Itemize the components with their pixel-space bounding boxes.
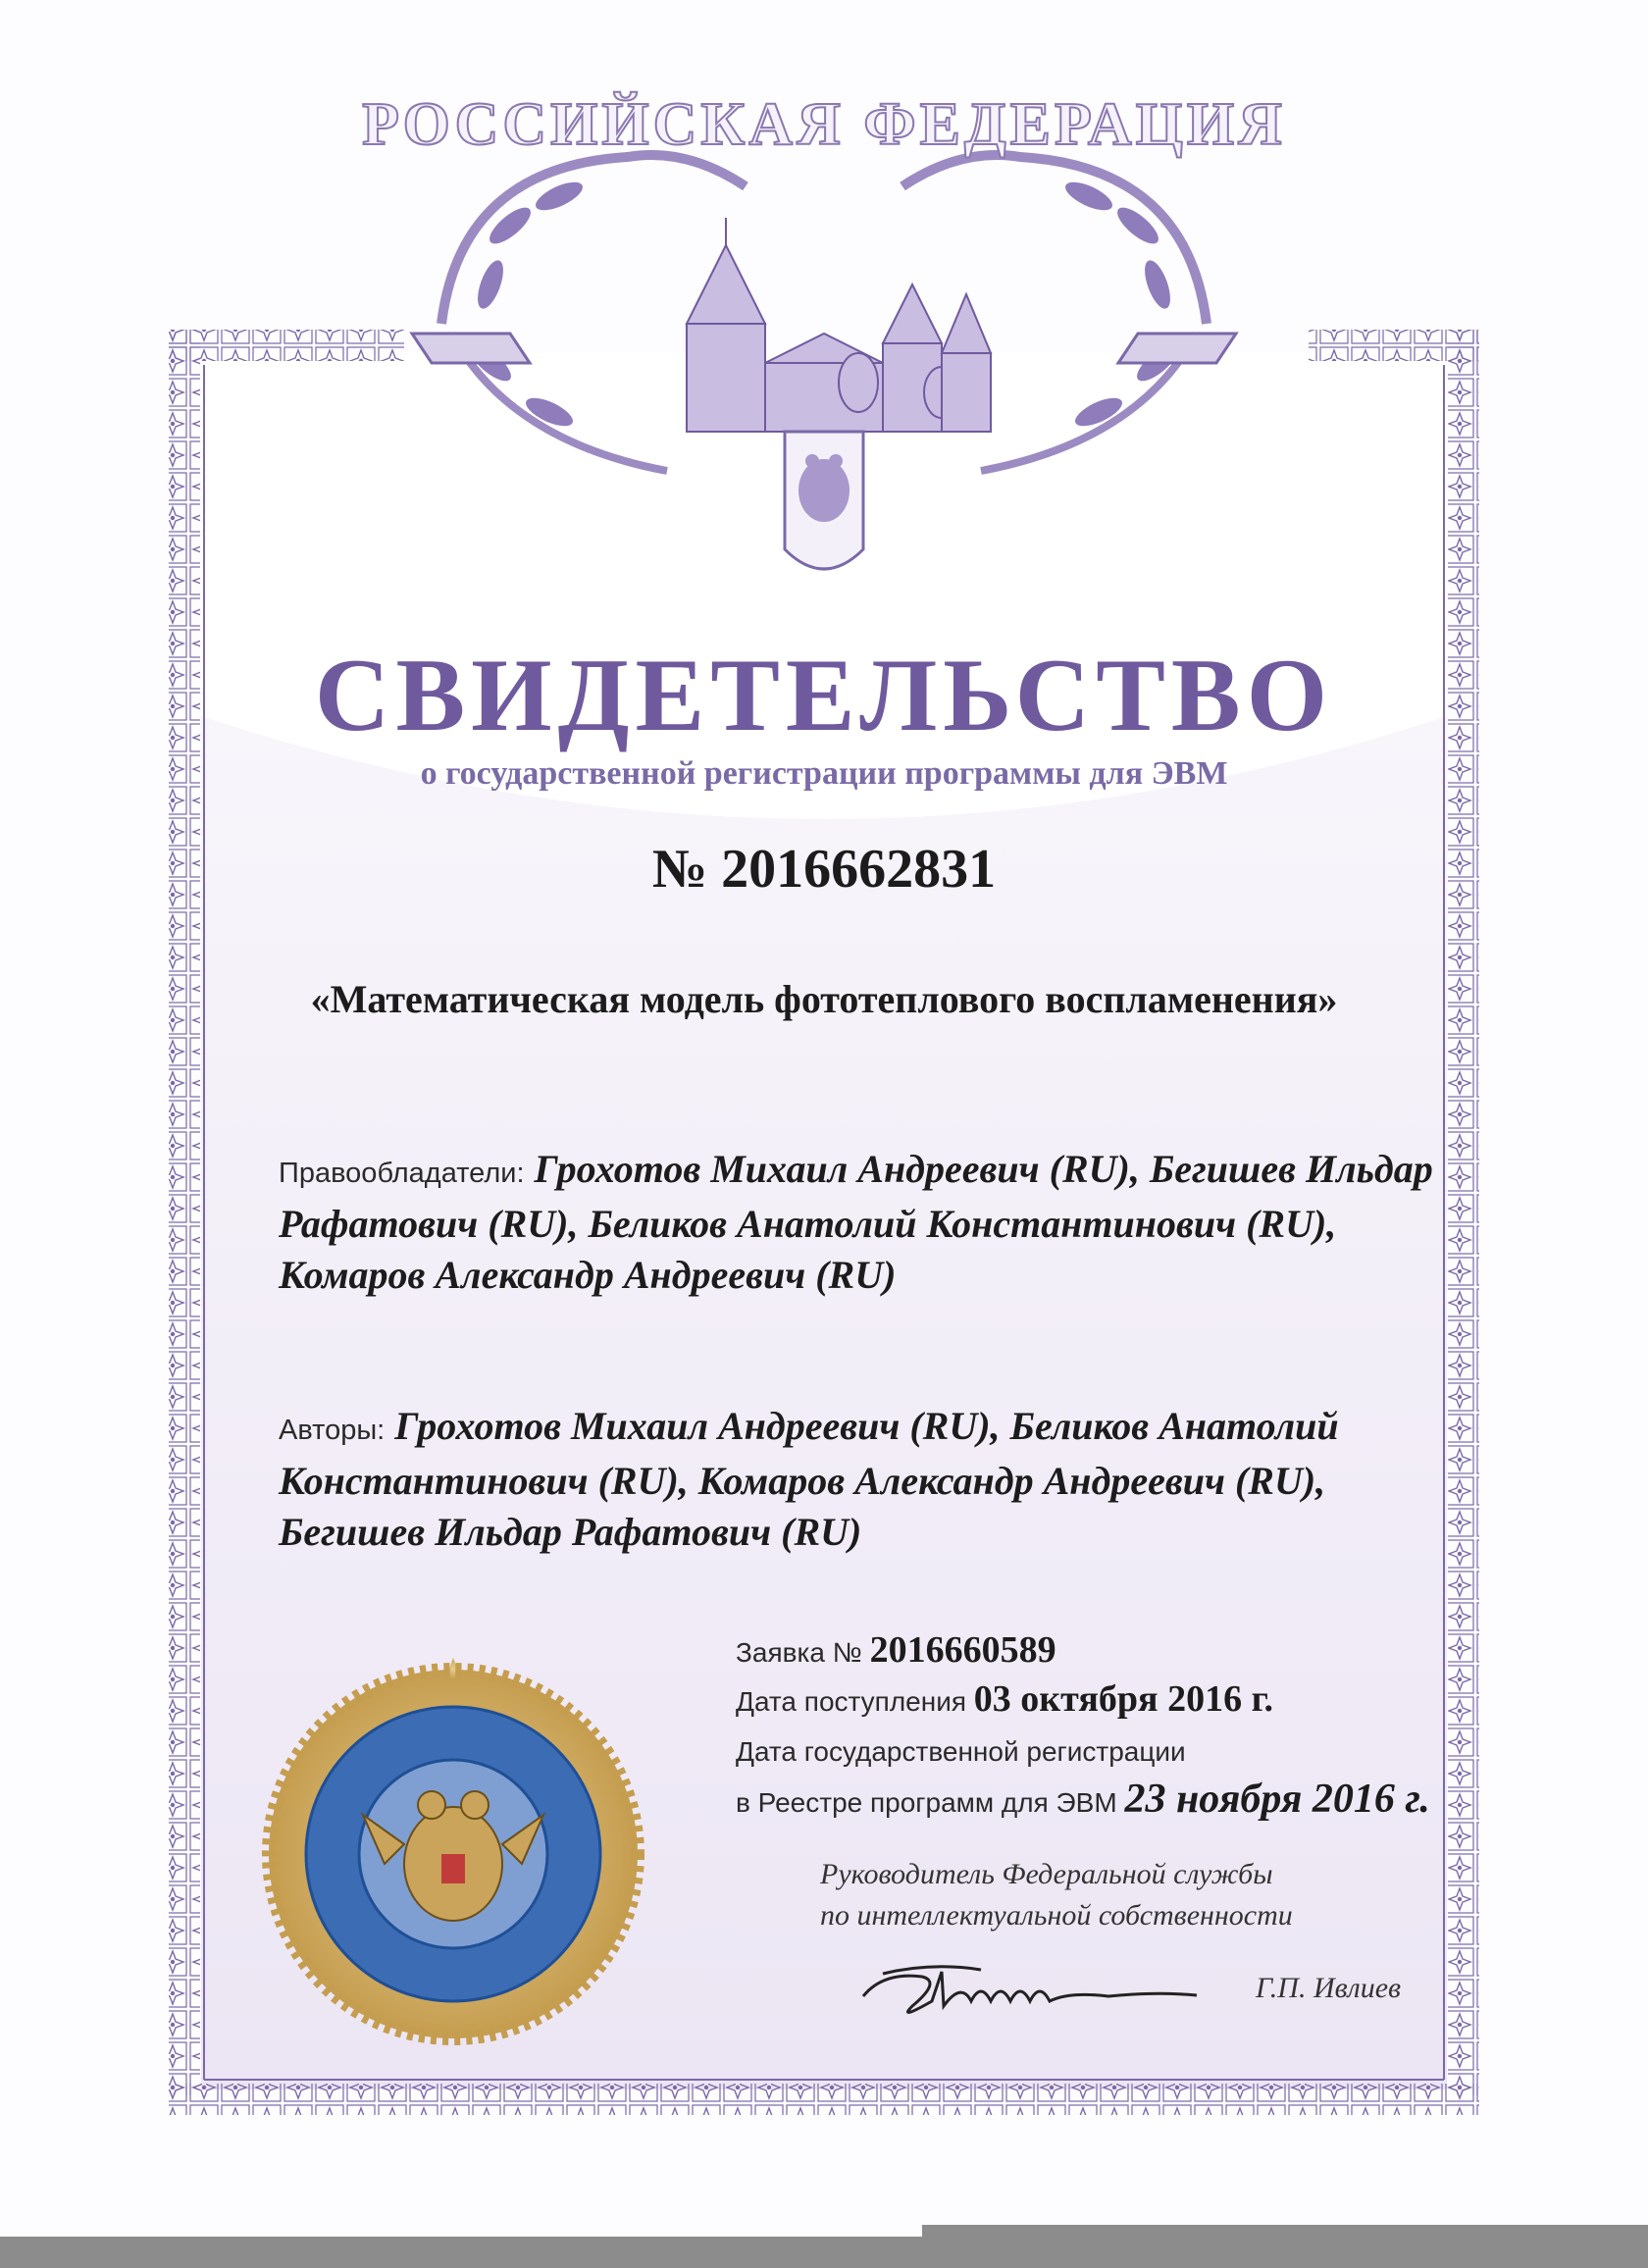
authors-block xyxy=(279,1401,1436,1558)
signatory-position xyxy=(820,1854,1409,1936)
rightholders-label: Правообладатели: xyxy=(279,1158,525,1189)
received-date: 03 октября 2016 г. xyxy=(973,1678,1274,1720)
authors-line-3: Бегишев Ильдар Рафатович (RU) xyxy=(279,1510,862,1554)
signatory-name: Г.П. Ивлиев xyxy=(1256,1972,1402,2004)
country-name: РОССИЙСКАЯ ФЕДЕРАЦИЯ xyxy=(362,91,1286,158)
rightholders-line-1: Грохотов Михаил Андреевич (RU), Бегишев Ильдар xyxy=(534,1147,1433,1191)
rightholders-block xyxy=(279,1144,1436,1301)
scan-edge-shadow-right xyxy=(922,2225,1648,2268)
received-label: Дата поступления xyxy=(736,1686,966,1717)
authors-line-1: Грохотов Михаил Андреевич (RU), Беликов Анатолий xyxy=(394,1404,1339,1448)
state-reg-label: Дата государственной регистрации xyxy=(736,1736,1186,1767)
scan-edge-shadow-left xyxy=(0,2237,922,2268)
application-row xyxy=(736,1628,1520,1672)
application-label: Заявка № xyxy=(736,1637,862,1668)
application-number: 2016660589 xyxy=(869,1629,1056,1671)
position-line-1: Руководитель Федеральной службы xyxy=(820,1858,1273,1890)
document-title: СВИДЕТЕЛЬСТВО xyxy=(314,638,1334,752)
document-subtitle: о государственной регистрации программы для ЭВМ xyxy=(420,755,1228,792)
authors-line-2: Константинович (RU), Комаров Александр Андреевич (RU), xyxy=(279,1459,1326,1503)
rightholders-line-2: Рафатович (RU), Беликов Анатолий Константинович (RU), xyxy=(279,1202,1337,1246)
registry-row xyxy=(736,1776,1520,1823)
program-title: «Математическая модель фототеплового воспламенения» xyxy=(310,977,1338,1021)
registry-date: 23 ноября 2016 г. xyxy=(1124,1777,1430,1822)
rightholders-line-3: Комаров Александр Андреевич (RU) xyxy=(279,1253,897,1297)
position-line-2: по интеллектуальной собственности xyxy=(820,1899,1293,1932)
authors-label: Авторы: xyxy=(279,1415,386,1446)
registration-number: № 2016662831 xyxy=(651,839,997,900)
received-row xyxy=(736,1677,1520,1721)
registry-label: в Реестре программ для ЭВМ xyxy=(736,1787,1117,1818)
